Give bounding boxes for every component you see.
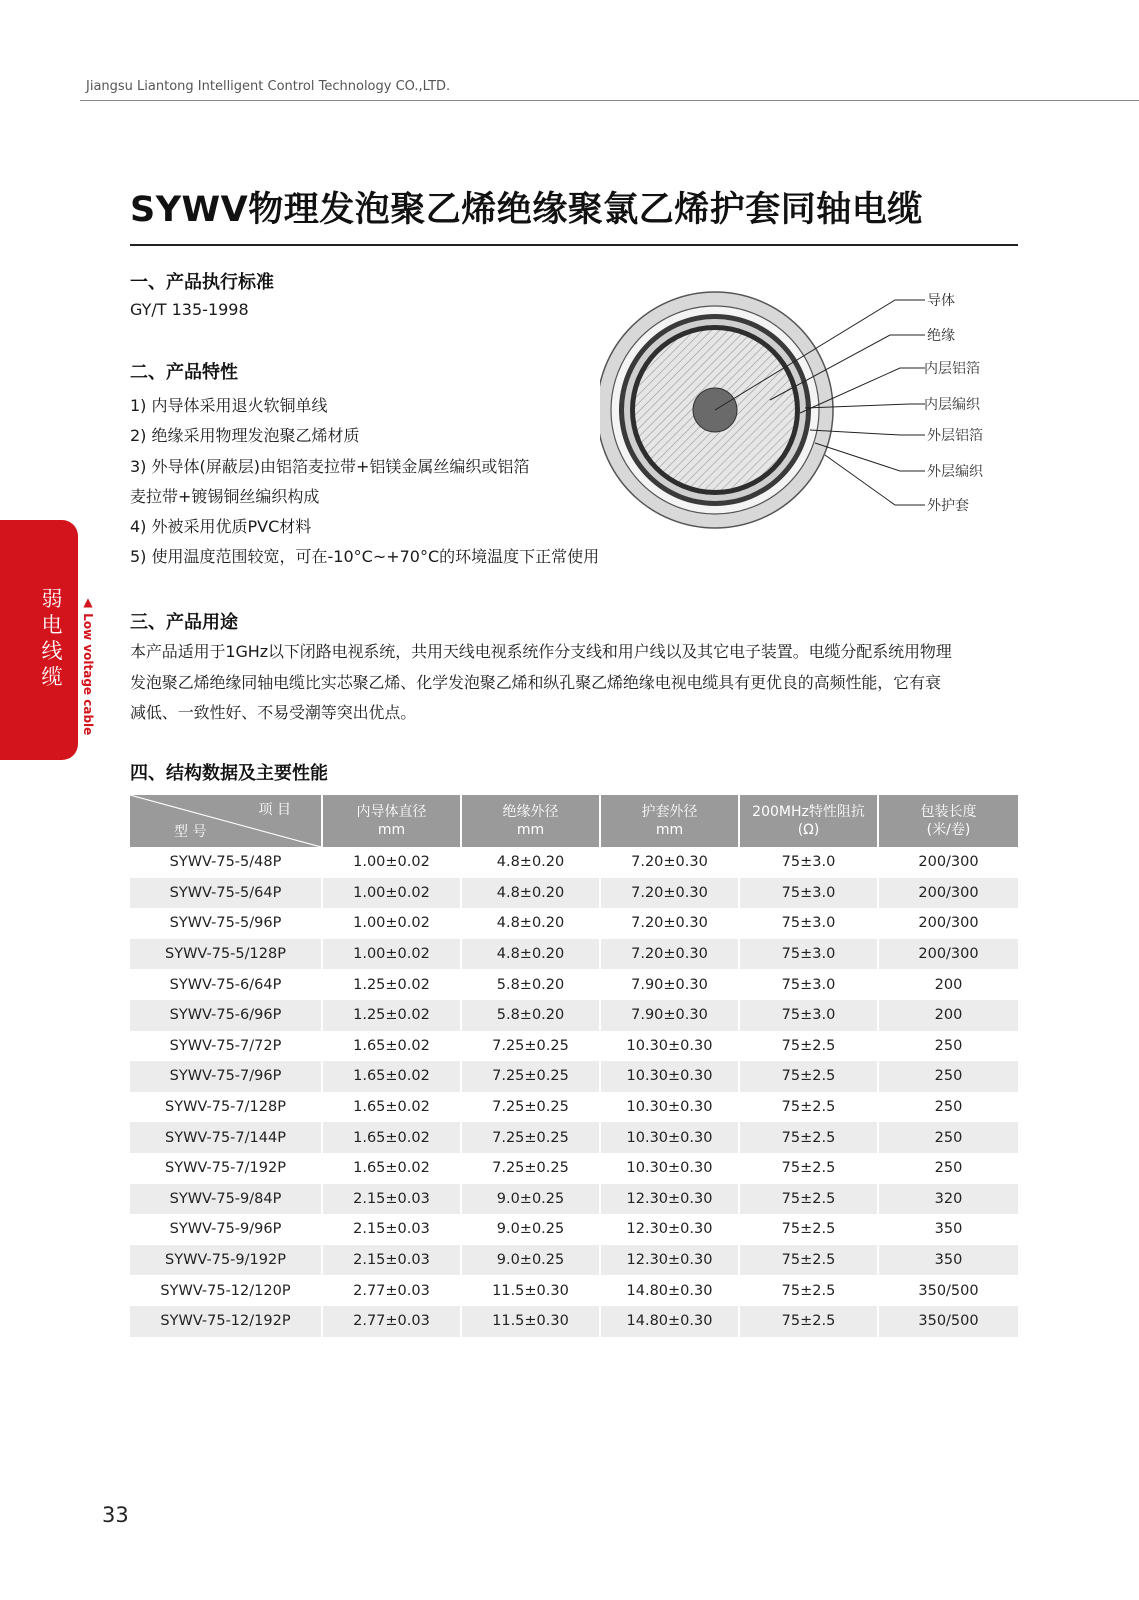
value-cell: 10.30±0.30 [600,1153,739,1184]
value-cell: 11.5±0.30 [461,1306,600,1337]
value-cell: 1.65±0.02 [322,1092,461,1123]
value-cell: 75±3.0 [739,939,878,970]
value-cell: 7.25±0.25 [461,1092,600,1123]
header-cell: 包装长度 (米/卷) [878,795,1018,847]
table-row [130,1214,1018,1245]
feature-line: 1) 内导体采用退火软铜单线 [130,396,328,415]
value-cell: 75±3.0 [739,847,878,878]
page-number: 33 [102,1503,129,1527]
model-cell: SYWV-75-9/96P [169,1221,282,1238]
value-cell: 75±2.5 [739,1275,878,1306]
corner-top-label: 项 目 [258,802,291,818]
value-cell: 12.30±0.30 [600,1214,739,1245]
value-cell: 5.8±0.20 [461,1000,600,1031]
diagonal-line [130,795,321,847]
value-cell: 1.65±0.02 [322,1122,461,1153]
model-cell: SYWV-75-12/120P [160,1282,291,1299]
header-cell: 绝缘外径 mm [461,795,600,847]
table-row [130,1153,1018,1184]
table-row [130,1092,1018,1123]
table-row [130,1275,1018,1306]
title-divider [130,244,1018,246]
standard-text: GY/T 135-1998 [130,300,249,319]
value-cell: 12.30±0.30 [600,1245,739,1276]
value-cell: 4.8±0.20 [461,847,600,878]
table-row [130,1122,1018,1153]
value-cell: 1.65±0.02 [322,1031,461,1062]
side-tab-char: 缆 [41,665,63,689]
model-cell: SYWV-75-7/72P [169,1037,282,1054]
features-heading: 二、产品特性 [130,362,238,383]
side-tab-char: 电 [41,613,63,637]
value-cell: 10.30±0.30 [600,1031,739,1062]
table-row [130,1245,1018,1276]
header-cell: 护套外径 mm [600,795,739,847]
value-cell: 2.15±0.03 [322,1214,461,1245]
model-cell: SYWV-75-5/96P [169,915,282,932]
side-tab-en: ▲ Low voltage cable [81,595,95,736]
table-row [130,878,1018,909]
model-cell: SYWV-75-6/96P [130,1000,322,1031]
table-row [130,939,1018,970]
value-cell: 75±3.0 [739,1000,878,1031]
value-cell: 1.65±0.02 [322,1153,461,1184]
value-cell: 1.65±0.02 [322,1061,461,1092]
value-cell: 350 [878,1214,1018,1245]
table-body [130,847,1018,1337]
value-cell: 75±3.0 [739,908,878,939]
value-cell: 75±2.5 [739,1245,878,1276]
value-cell: 7.25±0.25 [461,1031,600,1062]
value-cell: 200/300 [878,847,1018,878]
side-tab-cn [38,586,66,690]
corner-header-cell [130,795,322,847]
page-title: SYWV物理发泡聚乙烯绝缘聚氯乙烯护套同轴电缆 [130,190,923,230]
value-cell: 2.15±0.03 [322,1184,461,1215]
value-cell: 75±2.5 [739,1031,878,1062]
value-cell: 75±3.0 [739,878,878,909]
value-cell: 5.8±0.20 [461,969,600,1000]
value-cell: 4.8±0.20 [461,878,600,909]
diagram-label: 绝缘 [927,328,955,344]
value-cell: 250 [878,1031,1018,1062]
value-cell: 350/500 [878,1275,1018,1306]
model-cell: SYWV-75-7/144P [130,1122,322,1153]
cable-cross-section-diagram [600,280,1030,540]
table-row [130,1031,1018,1062]
value-cell: 2.15±0.03 [322,1245,461,1276]
standard-heading: 一、产品执行标准 [130,272,274,293]
value-cell: 9.0±0.25 [461,1245,600,1276]
side-tab-char: 弱 [41,587,63,611]
value-cell: 75±2.5 [739,1092,878,1123]
usage-text [130,637,1022,729]
value-cell: 75±2.5 [739,1122,878,1153]
spec-table [130,795,1018,1337]
feature-line: 2) 绝缘采用物理发泡聚乙烯材质 [130,426,360,446]
table-header-row [130,795,1018,847]
value-cell: 320 [878,1184,1018,1215]
model-cell: SYWV-75-7/128P [165,1099,286,1116]
value-cell: 10.30±0.30 [600,1092,739,1123]
value-cell: 250 [878,1061,1018,1092]
corner-bottom-label: 型 号 [174,824,207,840]
value-cell: 1.25±0.02 [322,969,461,1000]
value-cell: 75±2.5 [739,1153,878,1184]
value-cell: 1.00±0.02 [322,939,461,970]
diagram-label: 内层铝箔 [924,361,980,377]
value-cell: 14.80±0.30 [600,1306,739,1337]
value-cell: 7.20±0.30 [600,847,739,878]
value-cell: 250 [878,1153,1018,1184]
value-cell: 7.90±0.30 [600,969,739,1000]
table-row [130,1306,1018,1337]
table-row [130,1061,1018,1092]
value-cell: 350/500 [878,1306,1018,1337]
header-divider [80,100,1139,101]
model-cell: SYWV-75-9/84P [130,1184,322,1215]
model-cell: SYWV-75-6/64P [169,976,282,993]
value-cell: 10.30±0.30 [600,1122,739,1153]
table-row [130,969,1018,1000]
value-cell: 7.20±0.30 [600,939,739,970]
diagram-label: 外层编织 [927,464,983,480]
table-row [130,1000,1018,1031]
value-cell: 12.30±0.30 [600,1184,739,1215]
value-cell: 75±3.0 [739,969,878,1000]
diagram-label: 内层编织 [924,397,980,413]
table-row [130,908,1018,939]
value-cell: 75±2.5 [739,1214,878,1245]
value-cell: 7.25±0.25 [461,1153,600,1184]
header-cell: 200MHz特性阻抗 (Ω) [739,795,878,847]
diagram-label: 外护套 [927,498,969,514]
usage-line: 发泡聚乙烯绝缘同轴电缆比实芯聚乙烯、化学发泡聚乙烯和纵孔聚乙烯绝缘电视电缆具有更优良的高频性能，它有衰 [130,672,941,692]
usage-heading: 三、产品用途 [130,612,238,633]
value-cell: 14.80±0.30 [600,1275,739,1306]
value-cell: 10.30±0.30 [600,1061,739,1092]
model-cell: SYWV-75-5/64P [130,878,322,909]
feature-line: 3) 外导体(屏蔽层)由铝箔麦拉带+铝镁金属丝编织或铝箔 [130,456,530,476]
company-name: Jiangsu Liantong Intelligent Control Technology CO.,LTD. [86,79,451,94]
value-cell: 200/300 [878,939,1018,970]
header-cell: 内导体直径 mm [322,795,461,847]
usage-line: 本产品适用于1GHz以下闭路电视系统，共用天线电视系统作分支线和用户线以及其它电子装置。电缆分配系统用物理 [130,642,952,661]
value-cell: 1.00±0.02 [322,847,461,878]
model-cell: SYWV-75-7/192P [165,1160,286,1177]
feature-line: 5) 使用温度范围较宽，可在-10°C~+70°C的环境温度下正常使用 [130,547,600,567]
feature-line: 4) 外被采用优质PVC材料 [130,517,312,537]
value-cell: 7.90±0.30 [600,1000,739,1031]
value-cell: 7.25±0.25 [461,1122,600,1153]
value-cell: 9.0±0.25 [461,1184,600,1215]
table-heading: 四、结构数据及主要性能 [130,763,328,784]
usage-line: 减低、一致性好、不易受潮等突出优点。 [130,703,417,722]
value-cell: 2.77±0.03 [322,1275,461,1306]
value-cell: 1.00±0.02 [322,908,461,939]
table-row [130,1184,1018,1215]
value-cell: 4.8±0.20 [461,908,600,939]
value-cell: 250 [878,1092,1018,1123]
value-cell: 9.0±0.25 [461,1214,600,1245]
value-cell: 75±2.5 [739,1061,878,1092]
value-cell: 350 [878,1245,1018,1276]
value-cell: 11.5±0.30 [461,1275,600,1306]
model-cell: SYWV-75-9/192P [130,1245,322,1276]
model-cell: SYWV-75-5/48P [169,854,282,871]
value-cell: 7.20±0.30 [600,878,739,909]
value-cell: 4.8±0.20 [461,939,600,970]
diagram-label: 导体 [927,293,955,309]
value-cell: 1.00±0.02 [322,878,461,909]
value-cell: 200/300 [878,908,1018,939]
value-cell: 7.25±0.25 [461,1061,600,1092]
value-cell: 1.25±0.02 [322,1000,461,1031]
value-cell: 2.77±0.03 [322,1306,461,1337]
value-cell: 250 [878,1122,1018,1153]
value-cell: 200 [878,969,1018,1000]
value-cell: 200/300 [878,878,1018,909]
value-cell: 200 [878,1000,1018,1031]
feature-line: 麦拉带+镀锡铜丝编织构成 [130,486,320,506]
side-tab-char: 线 [41,639,63,663]
value-cell: 75±2.5 [739,1306,878,1337]
value-cell: 75±2.5 [739,1184,878,1215]
model-cell: SYWV-75-7/96P [130,1061,322,1092]
diagram-label: 外层铝箔 [927,428,983,444]
value-cell: 7.20±0.30 [600,908,739,939]
features-list [130,391,599,573]
model-cell: SYWV-75-12/192P [130,1306,322,1337]
table-row [130,847,1018,878]
model-cell: SYWV-75-5/128P [130,939,322,970]
